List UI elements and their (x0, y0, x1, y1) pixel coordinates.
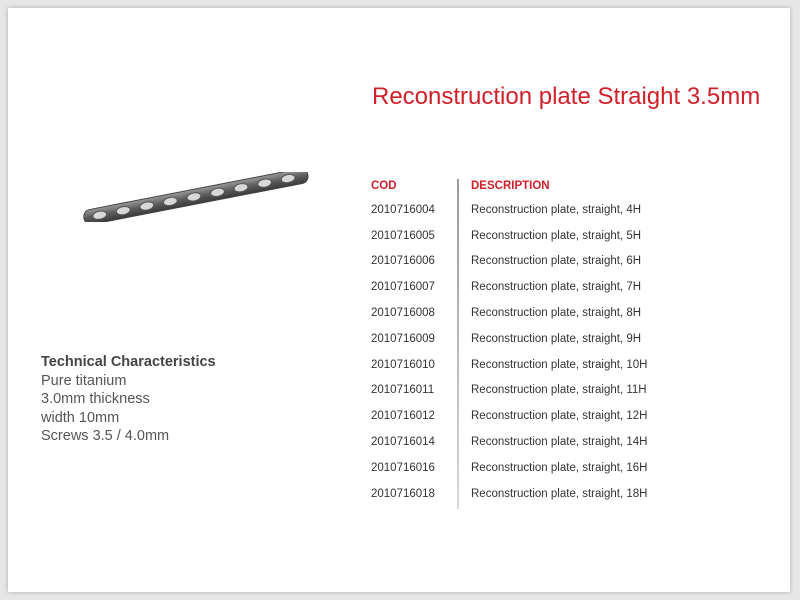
row-description: Reconstruction plate, straight, 10H (471, 358, 648, 371)
row-description: Reconstruction plate, straight, 9H (471, 332, 642, 345)
product-page (8, 8, 790, 592)
technical-heading: Technical Characteristics (41, 354, 216, 370)
row-description: Reconstruction plate, straight, 8H (471, 307, 642, 320)
row-cod: 2010716018 (371, 487, 435, 500)
product-table (371, 175, 647, 507)
table-header (371, 175, 647, 197)
row-description: Reconstruction plate, straight, 6H (471, 255, 642, 268)
row-description: Reconstruction plate, straight, 16H (471, 461, 648, 474)
table-row (371, 197, 647, 223)
table-row (371, 378, 647, 404)
row-description: Reconstruction plate, straight, 7H (471, 281, 642, 294)
table-row (371, 223, 647, 249)
table-row (371, 249, 647, 275)
row-description: Reconstruction plate, straight, 11H (471, 384, 647, 397)
tech-line-material: Pure titanium (41, 372, 127, 389)
row-cod: 2010716004 (371, 203, 435, 216)
table-row (371, 352, 647, 378)
table-row (371, 274, 647, 300)
row-description: Reconstruction plate, straight, 12H (471, 410, 648, 423)
tech-line-width: width 10mm (41, 409, 120, 426)
table-row (371, 403, 647, 429)
header-description: DESCRIPTION (471, 180, 550, 192)
page-title: Reconstruction plate Straight 3.5mm (372, 83, 761, 110)
row-description: Reconstruction plate, straight, 18H (471, 487, 648, 500)
reconstruction-plate-image (76, 172, 316, 222)
row-cod: 2010716007 (371, 281, 435, 294)
table-row (371, 300, 647, 326)
header-cod: COD (371, 180, 397, 192)
row-cod: 2010716014 (371, 436, 435, 449)
row-cod: 2010716010 (371, 358, 435, 371)
table-row (371, 326, 647, 352)
row-cod: 2010716008 (371, 307, 435, 320)
row-description: Reconstruction plate, straight, 4H (471, 203, 642, 216)
row-cod: 2010716005 (371, 229, 435, 242)
row-description: Reconstruction plate, straight, 14H (471, 436, 648, 449)
row-cod: 2010716012 (371, 410, 435, 423)
row-cod: 2010716016 (371, 461, 435, 474)
table-row (371, 429, 647, 455)
row-cod: 2010716009 (371, 332, 435, 345)
tech-line-screws: Screws 3.5 / 4.0mm (41, 428, 170, 444)
table-row (371, 481, 647, 507)
technical-characteristics (41, 353, 216, 446)
tech-line-thickness: 3.0mm thickness (41, 391, 150, 407)
row-cod: 2010716006 (371, 255, 435, 268)
row-cod: 2010716011 (371, 384, 435, 397)
row-description: Reconstruction plate, straight, 5H (471, 229, 642, 242)
table-row (371, 455, 647, 481)
column-divider (457, 179, 459, 509)
